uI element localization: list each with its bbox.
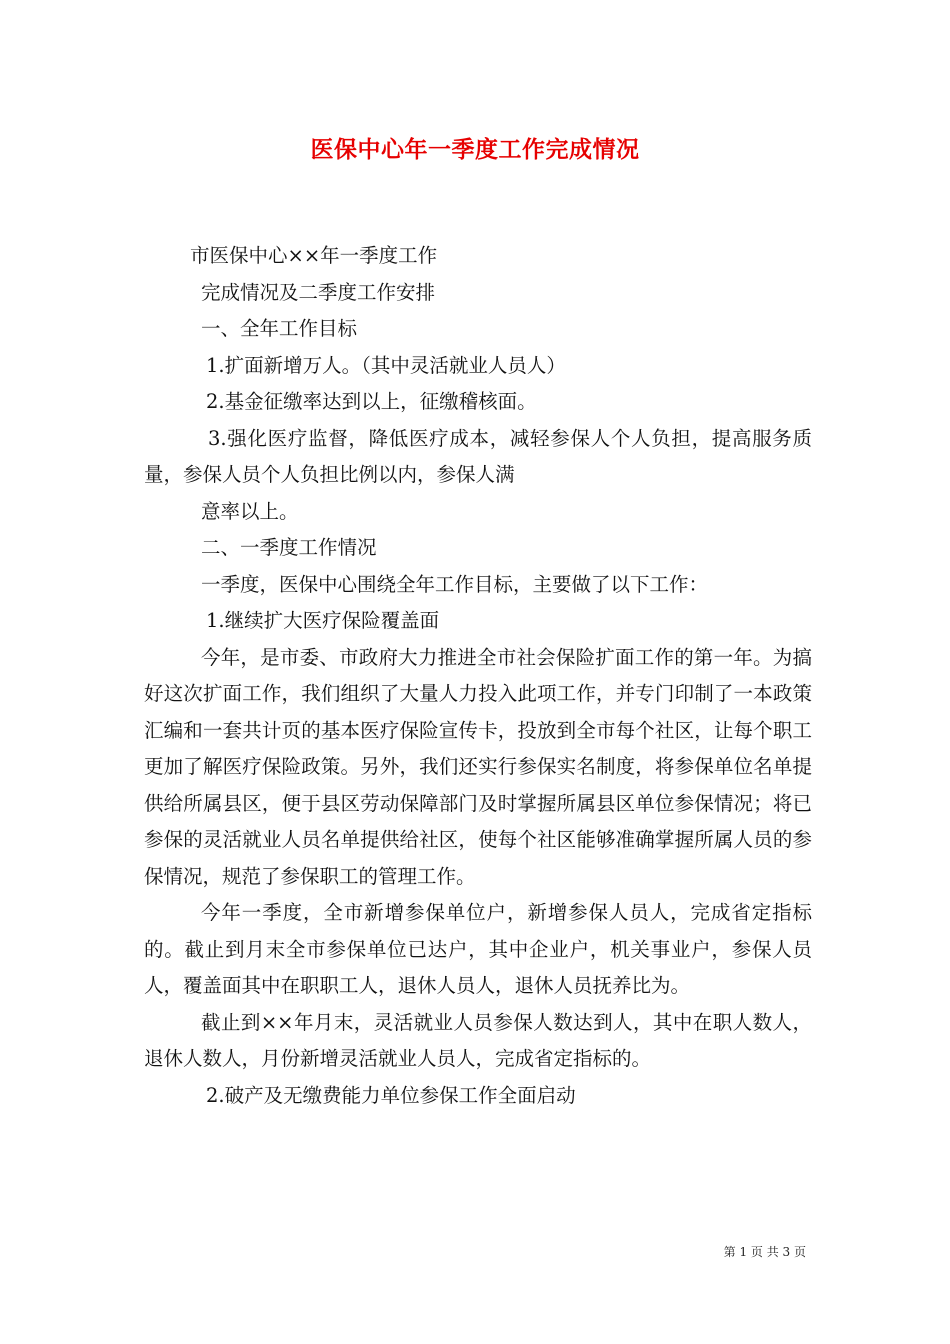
subsection-heading-1: 1.继续扩大医疗保险覆盖面 [206,609,440,632]
paragraph-goal-3: 3.强化医疗监督，降低医疗成本，减轻参保人个人负担，提高服务质量，参保人员个人负担比例以内，参保人满 [144,426,812,486]
paragraph-body-1: 今年，是市委、市政府大力推进全市社会保险扩面工作的第一年。为搞好这次扩面工作，我们组织了大量人力投入此项工作，并专门印制了一本政策汇编和一套共计页的基本医疗保险宣传卡，投放到全市每个社区，让每个职工更加了解医疗保险政策。另外，我们还实行参保实名制度，将参保单位名单提供给所属县区，便于县区劳动保障部门及时掌握所属县区单位参保情况；将已参保的灵活就业人员名单提供给社区，使每个社区能够准确掌握所属人员的参保情况，规范了参保职工的管理工作。 [144,645,812,888]
paragraph-intro: 一季度，医保中心围绕全年工作目标，主要做了以下工作： [201,572,709,596]
paragraph-goal-1: 1.扩面新增万人。（其中灵活就业人员人） [206,353,566,377]
section-heading-2: 二、一季度工作情况 [201,536,377,559]
page-number: 第 1 页 共 3 页 [723,1245,806,1259]
paragraph-goal-3-end: 意率以上。 [201,499,299,523]
paragraph-subtitle-1: 市医保中心××年一季度工作 [190,244,438,267]
document-body [144,238,812,1114]
section-heading-1: 一、全年工作目标 [201,317,358,340]
paragraph-body-3: 截止到××年月末，灵活就业人员参保人数达到人，其中在职人数人，退休人数人，月份新增灵活就业人员人，完成省定指标的。 [144,1010,812,1070]
paragraph-goal-2: 2.基金征缴率达到以上，征缴稽核面。 [206,390,537,413]
paragraph-subtitle-2: 完成情况及二季度工作安排 [201,280,436,304]
subsection-heading-2: 2.破产及无缴费能力单位参保工作全面启动 [206,1083,576,1107]
document-title: 医保中心年一季度工作完成情况 [310,136,640,163]
paragraph-body-2: 今年一季度，全市新增参保单位户，新增参保人员人，完成省定指标的。截止到月末全市参保单位已达户，其中企业户，机关事业户，参保人员人，覆盖面其中在职职工人，退休人员人，退休人员抚养比为。 [144,901,812,997]
